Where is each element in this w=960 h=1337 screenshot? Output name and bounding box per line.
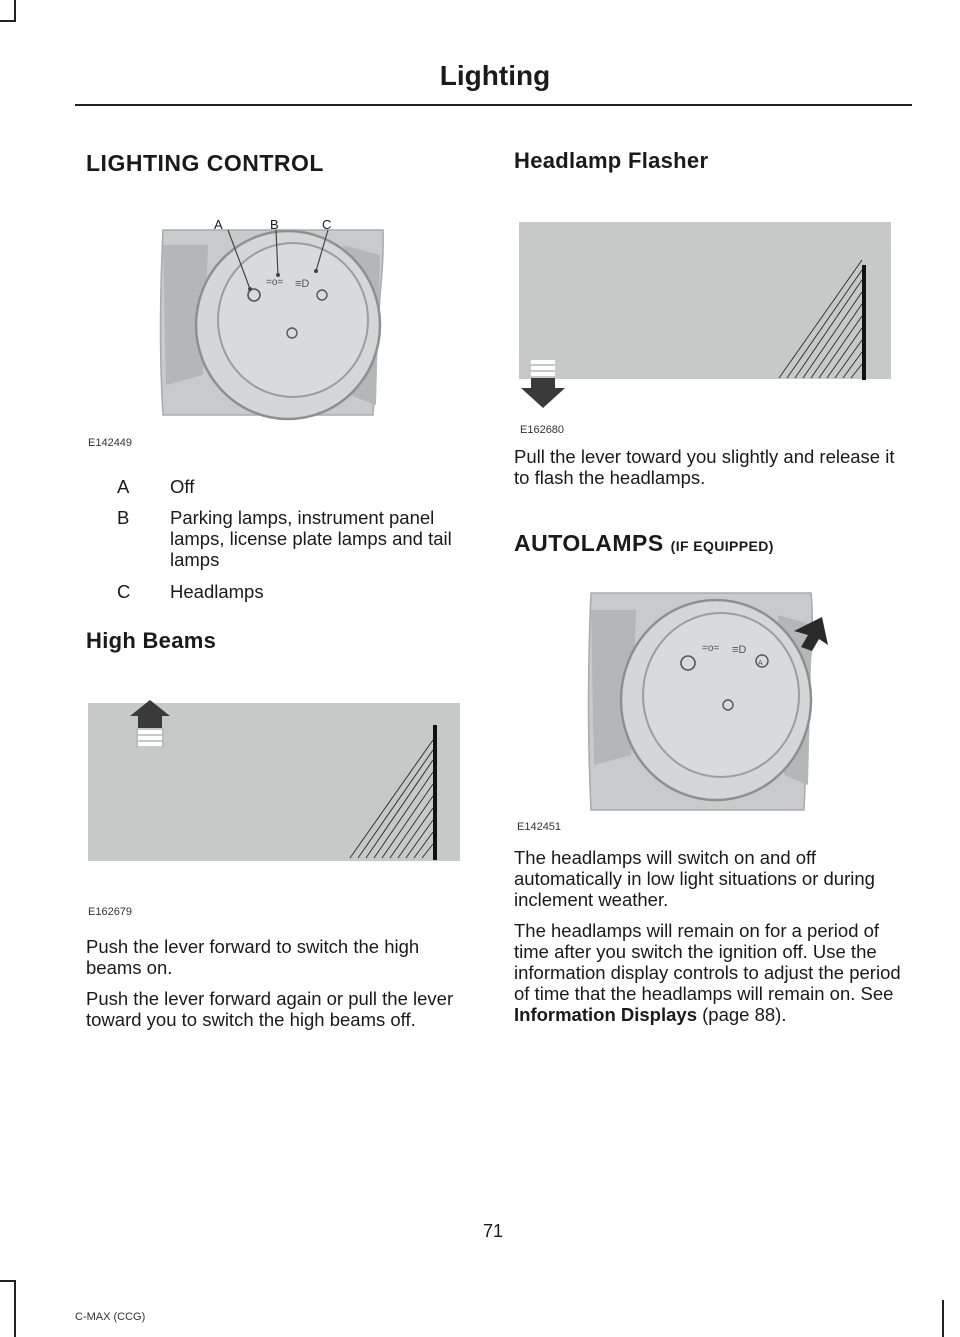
crop-mark-bottom-left-h <box>0 1280 14 1282</box>
figure-high-beams <box>88 700 460 920</box>
svg-text:≡D: ≡D <box>295 278 310 290</box>
figure-headlamp-flasher <box>517 220 891 440</box>
autolamps-suffix: (IF EQUIPPED) <box>670 538 774 554</box>
svg-text:≡D: ≡D <box>732 644 747 656</box>
header-rule <box>75 104 912 106</box>
legend-text: Parking lamps, instrument panel lamps, license plate lamps and tail lamps <box>170 507 452 570</box>
figure-code: E162679 <box>88 906 133 918</box>
autolamps-title: AUTOLAMPS <box>514 530 664 556</box>
page-header-title: Lighting <box>439 60 551 91</box>
section-title-high-beams: High Beams <box>86 628 217 653</box>
paragraph: Pull the lever toward you slightly and release it to flash the headlamps. <box>514 446 895 488</box>
section-title-headlamp-flasher: Headlamp Flasher <box>514 148 709 173</box>
legend-key: C <box>117 581 131 602</box>
figure-autolamps <box>516 585 891 835</box>
svg-text:A: A <box>758 660 763 667</box>
crop-mark-top-left-h <box>0 20 14 22</box>
svg-text:=o=: =o= <box>266 277 284 288</box>
crop-mark-bottom-right-v <box>942 1300 944 1337</box>
legend-row-b <box>117 507 477 573</box>
high-beams-illustration <box>88 700 460 920</box>
paragraph: Push the lever forward to switch the high beams on. <box>86 936 420 978</box>
headlamp-flasher-illustration <box>517 220 891 440</box>
legend-text: Off <box>170 476 195 497</box>
figure-code: E142451 <box>517 821 562 833</box>
crop-mark-top-left-v <box>14 0 16 22</box>
paragraph: Push the lever forward again or pull the lever toward you to switch the high beams off. <box>86 988 454 1030</box>
svg-text:=o=: =o= <box>702 643 720 654</box>
legend-text: Headlamps <box>170 581 264 602</box>
callout-b: B <box>270 217 279 232</box>
paragraph-text: The headlamps will remain on for a period of time after you switch the ignition off. Use the information display controls to adjust the period of time that the headlamps will remain on. See <box>514 920 901 1004</box>
high-beams-text <box>86 936 476 1040</box>
legend-row-c <box>117 581 477 603</box>
lighting-switch-illustration <box>88 215 460 447</box>
figure-lighting-switch <box>88 215 460 447</box>
paragraph: The headlamps will switch on and off automatically in low light situations or during inclement weather. <box>514 847 875 910</box>
legend-row-a <box>117 476 477 498</box>
paragraph-with-reference <box>514 920 909 1025</box>
callout-a: A <box>214 217 223 232</box>
autolamps-text <box>514 847 909 1035</box>
figure-code: E142449 <box>88 437 133 449</box>
section-title-autolamps <box>514 530 774 557</box>
page-number: 71 <box>482 1221 504 1241</box>
cross-reference-link[interactable]: Information Displays <box>514 1004 697 1025</box>
callout-c: C <box>322 217 332 232</box>
crop-mark-bottom-left-v <box>14 1280 16 1337</box>
autolamps-illustration <box>516 585 891 817</box>
figure-code: E162680 <box>520 424 565 436</box>
headlamp-flasher-text <box>514 446 904 498</box>
footer-model: C-MAX (CCG) <box>75 1311 146 1323</box>
legend-key: A <box>117 476 130 497</box>
section-title-lighting-control: LIGHTING CONTROL <box>86 150 324 176</box>
cross-reference-page: (page 88). <box>702 1004 787 1025</box>
legend-key: B <box>117 507 130 528</box>
